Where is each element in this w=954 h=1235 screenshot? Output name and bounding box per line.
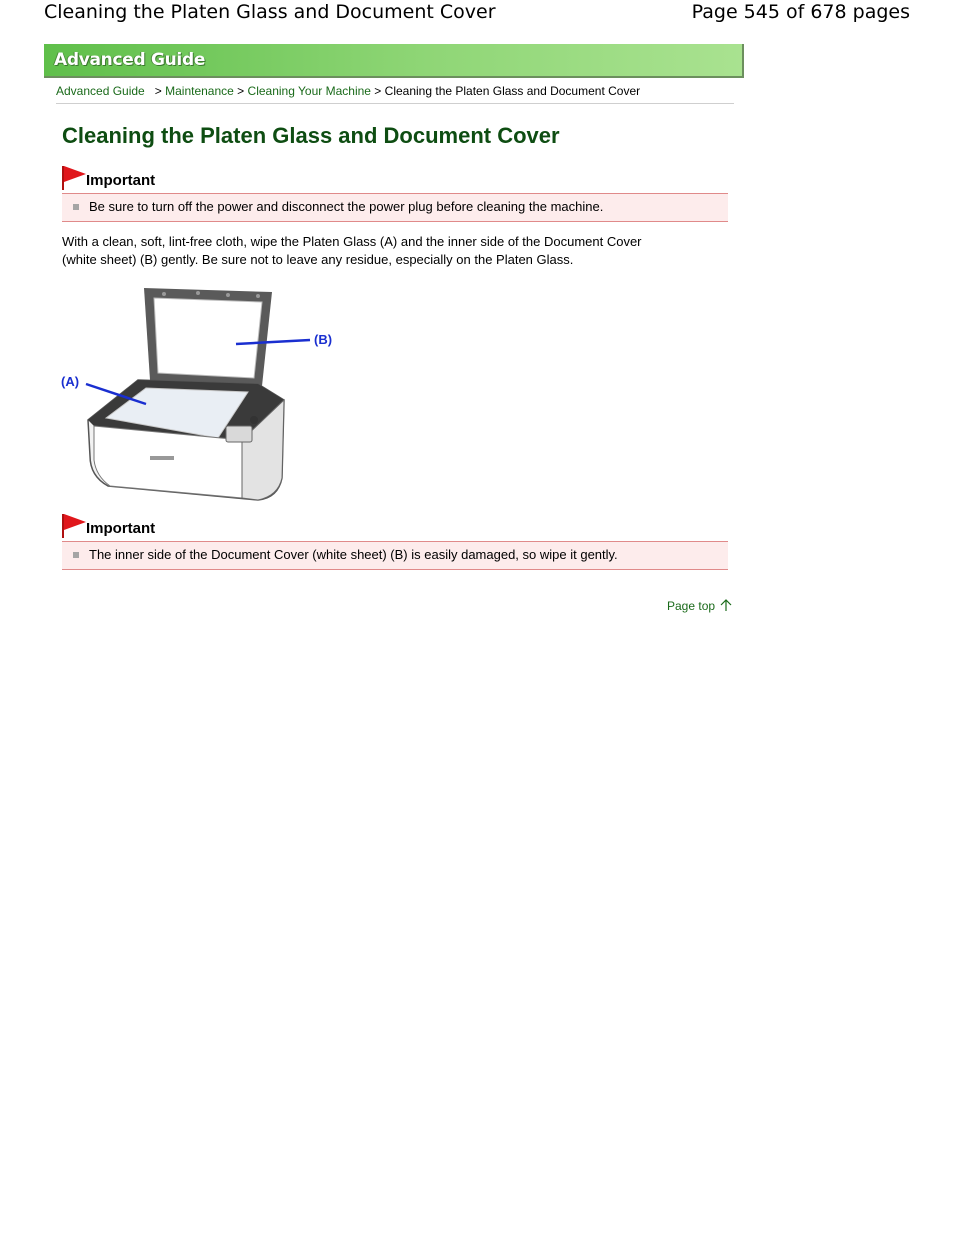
- page-header-count: Page 545 of 678 pages: [691, 1, 910, 23]
- square-bullet-icon: [73, 552, 79, 558]
- important-note-1: [62, 165, 728, 222]
- breadcrumb-link-advanced-guide[interactable]: Advanced Guide: [56, 84, 145, 98]
- breadcrumb-separator: [148, 84, 155, 98]
- breadcrumb-link-maintenance[interactable]: Maintenance: [165, 84, 234, 98]
- important-box: [62, 193, 728, 222]
- arrow-up-icon: [720, 599, 732, 612]
- breadcrumb-link-cleaning-your-machine[interactable]: Cleaning Your Machine: [247, 84, 371, 98]
- important-heading: [62, 165, 728, 193]
- page-header-title: Cleaning the Platen Glass and Document Cover: [44, 1, 496, 23]
- breadcrumb: [56, 83, 640, 99]
- instructions-paragraph: [62, 233, 722, 269]
- red-flag-icon: [62, 513, 88, 539]
- important-label: Important: [86, 172, 156, 189]
- callout-label-b: (B): [314, 332, 333, 347]
- breadcrumb-separator: >: [237, 84, 245, 98]
- important-label: Important: [86, 520, 156, 537]
- page-top-label: Page top: [667, 599, 716, 613]
- breadcrumb-separator: >: [154, 84, 162, 98]
- important-text: Be sure to turn off the power and disconnect the power plug before cleaning the machine.: [89, 199, 604, 214]
- important-heading: [62, 513, 728, 541]
- instructions-line-1: With a clean, soft, lint-free cloth, wipe the Platen Glass (A) and the inner side of the Document Cover: [62, 234, 642, 249]
- scanner-illustration: [58, 280, 348, 508]
- red-flag-icon: [62, 165, 88, 191]
- page-title: Cleaning the Platen Glass and Document Cover: [62, 123, 560, 148]
- printer-body: [88, 380, 284, 500]
- advanced-guide-banner: [44, 44, 744, 78]
- important-note-2: [62, 513, 728, 570]
- breadcrumb-current: Cleaning the Platen Glass and Document Cover: [384, 84, 641, 98]
- important-text: The inner side of the Document Cover (white sheet) (B) is easily damaged, so wipe it gently.: [89, 547, 618, 562]
- page-top-link[interactable]: [667, 599, 732, 613]
- divider: [56, 103, 734, 104]
- breadcrumb-separator: >: [374, 84, 382, 98]
- document-cover: [144, 288, 272, 386]
- important-box: [62, 541, 728, 570]
- instructions-line-2: (white sheet) (B) gently. Be sure not to leave any residue, especially on the Platen Glass.: [62, 252, 574, 267]
- advanced-guide-banner-label: Advanced Guide: [54, 50, 206, 70]
- callout-label-a: (A): [61, 374, 80, 389]
- square-bullet-icon: [73, 204, 79, 210]
